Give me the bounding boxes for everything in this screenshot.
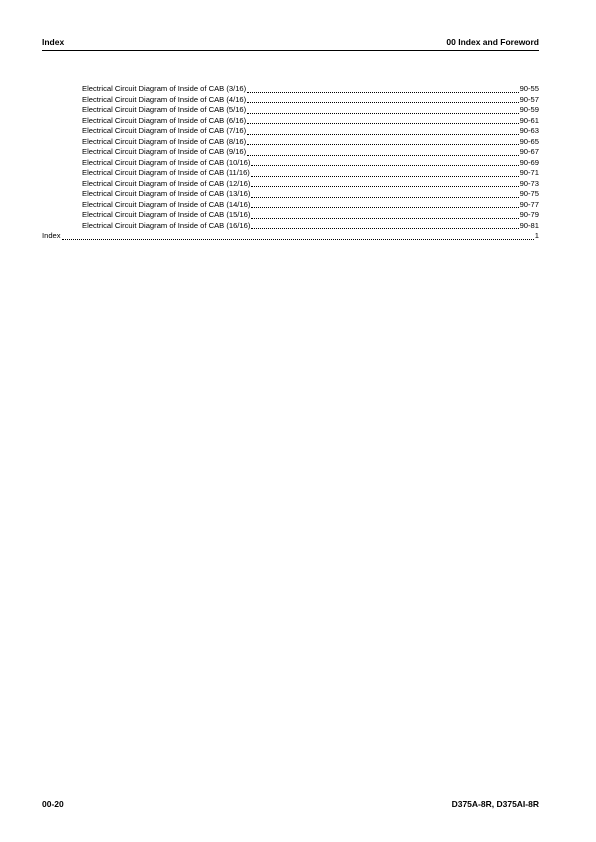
toc-entry-index[interactable] xyxy=(42,231,539,242)
dot-leader xyxy=(247,154,518,156)
toc-entry-title: Electrical Circuit Diagram of Inside of CAB (3/16) xyxy=(82,84,247,93)
toc-entry[interactable] xyxy=(42,105,539,116)
toc-entry-page: 90-57 xyxy=(519,94,539,104)
dot-leader xyxy=(62,238,534,240)
dot-leader xyxy=(247,143,518,145)
dot-leader xyxy=(251,164,518,166)
toc-entry-title: Electrical Circuit Diagram of Inside of CAB (7/16) xyxy=(82,126,247,135)
toc-entry[interactable] xyxy=(42,116,539,127)
dot-leader xyxy=(247,112,518,114)
toc-entry-title: Electrical Circuit Diagram of Inside of CAB (6/16) xyxy=(82,115,247,125)
toc-entry-page: 90-65 xyxy=(519,136,539,146)
dot-leader xyxy=(251,206,518,208)
toc-entry-title: Electrical Circuit Diagram of Inside of CAB (14/16) xyxy=(82,199,251,209)
page-number: 00-20 xyxy=(42,799,64,809)
page-header xyxy=(42,37,539,51)
toc-entry-page: 90-67 xyxy=(519,147,539,156)
toc-entry[interactable] xyxy=(42,84,539,95)
toc-entry-page: 90-75 xyxy=(519,189,539,198)
toc-entry[interactable] xyxy=(42,200,539,211)
toc-entry-page: 90-73 xyxy=(519,178,539,188)
toc-entry-title: Index xyxy=(42,231,61,240)
toc-entry-title: Electrical Circuit Diagram of Inside of CAB (8/16) xyxy=(82,136,247,146)
dot-leader xyxy=(251,175,519,177)
toc-entry-title: Electrical Circuit Diagram of Inside of CAB (9/16) xyxy=(82,147,247,156)
toc-entry-page: 90-77 xyxy=(519,199,539,209)
toc-entry[interactable] xyxy=(42,189,539,200)
toc-entry-page: 90-79 xyxy=(519,210,539,219)
toc-entry-page: 1 xyxy=(534,231,539,240)
table-of-contents xyxy=(42,84,539,242)
toc-entry[interactable] xyxy=(42,221,539,232)
toc-entry-page: 90-69 xyxy=(519,157,539,167)
toc-entry-page: 90-81 xyxy=(519,220,539,230)
dot-leader xyxy=(251,185,518,187)
toc-entry-title: Electrical Circuit Diagram of Inside of CAB (5/16) xyxy=(82,105,247,114)
toc-entry-title: Electrical Circuit Diagram of Inside of CAB (15/16) xyxy=(82,210,251,219)
dot-leader xyxy=(247,101,518,103)
toc-entry-page: 90-59 xyxy=(519,105,539,114)
dot-leader xyxy=(247,133,518,135)
toc-entry-title: Electrical Circuit Diagram of Inside of CAB (16/16) xyxy=(82,220,251,230)
page-footer xyxy=(42,799,539,809)
toc-entry-title: Electrical Circuit Diagram of Inside of CAB (13/16) xyxy=(82,189,251,198)
toc-entry[interactable] xyxy=(42,95,539,106)
toc-entry-title: Electrical Circuit Diagram of Inside of CAB (4/16) xyxy=(82,94,247,104)
toc-entry-page: 90-61 xyxy=(519,115,539,125)
toc-entry-title: Electrical Circuit Diagram of Inside of CAB (12/16) xyxy=(82,178,251,188)
toc-entry[interactable] xyxy=(42,137,539,148)
header-chapter-title: 00 Index and Foreword xyxy=(446,37,539,47)
toc-entry-page: 90-63 xyxy=(519,126,539,135)
toc-entry[interactable] xyxy=(42,126,539,137)
toc-entry[interactable] xyxy=(42,147,539,158)
dot-leader xyxy=(247,122,518,124)
dot-leader xyxy=(251,217,518,219)
dot-leader xyxy=(247,91,518,93)
toc-entry[interactable] xyxy=(42,168,539,179)
toc-entry-title: Electrical Circuit Diagram of Inside of CAB (11/16) xyxy=(82,168,250,177)
toc-entry[interactable] xyxy=(42,179,539,190)
toc-entry-page: 90-71 xyxy=(519,168,539,177)
toc-entry[interactable] xyxy=(42,210,539,221)
toc-entry[interactable] xyxy=(42,158,539,169)
dot-leader xyxy=(251,227,518,229)
dot-leader xyxy=(251,196,518,198)
model-designation: D375A-8R, D375AI-8R xyxy=(451,799,539,809)
header-section-label: Index xyxy=(42,37,65,47)
toc-entry-title: Electrical Circuit Diagram of Inside of CAB (10/16) xyxy=(82,157,251,167)
toc-entry-page: 90-55 xyxy=(519,84,539,93)
